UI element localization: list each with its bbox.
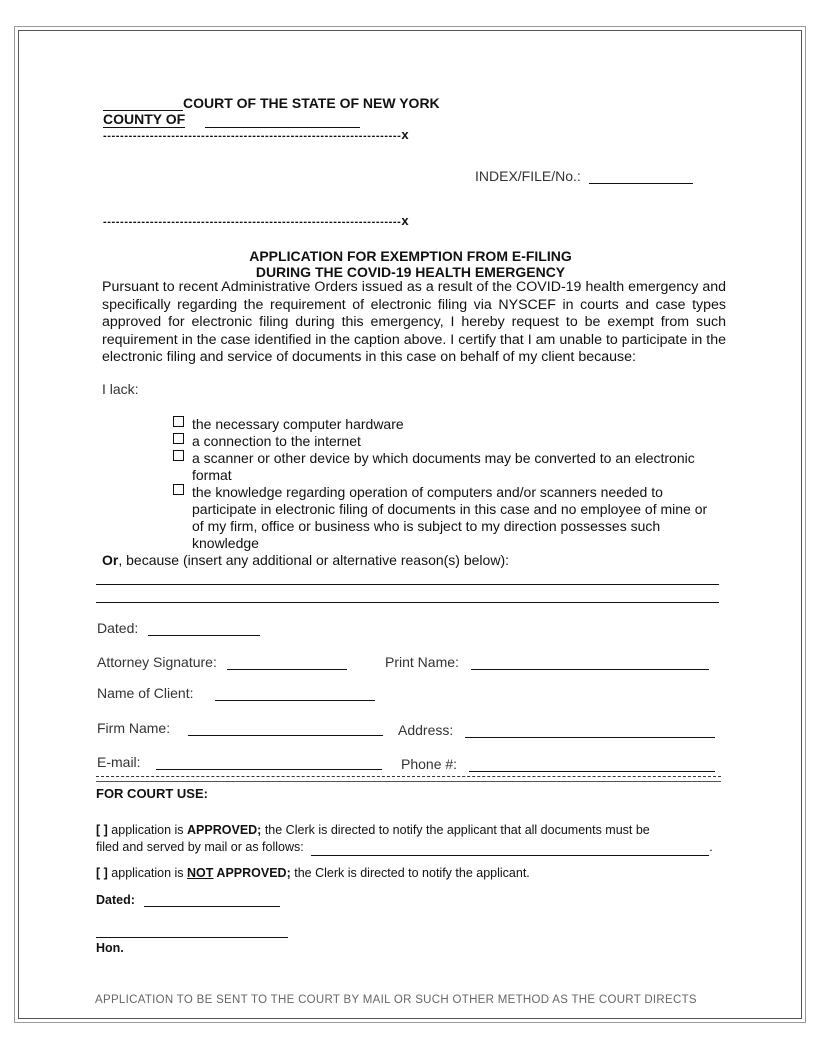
approved-option: [ ] application is APPROVED; the Clerk is directed to notify the applicant that all documents must be filed and served by mail or as follows: . — [96, 823, 713, 854]
judge-signature-line[interactable] — [96, 937, 288, 938]
phone-field: Phone #: — [401, 756, 715, 772]
option-knowledge[interactable]: the knowledge regarding operation of computers and/or scanners needed to participate in electronic filing of documents in this case and no employee of mine or of my firm, office or business who is subject to my direction possesses such knowledge — [173, 484, 713, 552]
not-approved-bracket[interactable]: [ ] — [96, 866, 108, 880]
index-number-blank[interactable] — [589, 183, 693, 184]
attorney-signature-field: Attorney Signature: — [97, 654, 347, 670]
court-dated-blank[interactable] — [144, 906, 280, 907]
court-use-divider-2 — [96, 781, 721, 782]
court-use-heading: FOR COURT USE: — [96, 786, 208, 801]
checkbox[interactable] — [173, 433, 184, 444]
client-name-field: Name of Client: — [97, 685, 375, 701]
court-dated-field: Dated: — [96, 893, 280, 907]
phone-blank[interactable] — [469, 771, 715, 772]
print-name-field: Print Name: — [385, 654, 709, 670]
reason-options — [173, 416, 733, 552]
reason-line-1[interactable] — [96, 584, 719, 585]
address-blank[interactable] — [465, 737, 715, 738]
caption-top-line: ----------------------------------------------------------------------x — [103, 127, 410, 142]
dated-blank[interactable] — [148, 635, 260, 636]
checkbox[interactable] — [173, 484, 184, 495]
option-hardware[interactable]: the necessary computer hardware — [173, 416, 733, 433]
attorney-signature-blank[interactable] — [227, 669, 347, 670]
client-name-blank[interactable] — [215, 700, 375, 701]
not-approved-option: [ ] application is NOT APPROVED; the Clerk is directed to notify the applicant. — [96, 866, 530, 880]
caption-bottom-line: ----------------------------------------------------------------------x — [103, 213, 410, 228]
reason-line-2[interactable] — [96, 602, 719, 603]
dated-field: Dated: — [97, 620, 260, 636]
option-internet[interactable]: a connection to the internet — [173, 433, 733, 450]
index-number-field: INDEX/FILE/No.: — [475, 168, 693, 184]
document-title: APPLICATION FOR EXEMPTION FROM E-FILING DURING THE COVID-19 HEALTH EMERGENCY — [249, 248, 572, 280]
option-scanner[interactable]: a scanner or other device by which documents may be converted to an electronic format — [173, 450, 733, 484]
email-blank[interactable] — [156, 769, 382, 770]
footer-instructions: APPLICATION TO BE SENT TO THE COURT BY MAIL OR SUCH OTHER METHOD AS THE COURT DIRECTS — [95, 994, 697, 1006]
i-lack-label: I lack: — [102, 381, 139, 397]
approved-bracket[interactable]: [ ] — [96, 823, 108, 837]
checkbox[interactable] — [173, 450, 184, 461]
email-field: E-mail: — [97, 754, 382, 770]
alternative-reason-label: Or, because (insert any additional or alternative reason(s) below): — [102, 552, 509, 568]
firm-name-blank[interactable] — [188, 735, 383, 736]
approved-method-blank[interactable] — [311, 855, 709, 856]
county-heading: COUNTY OF — [103, 111, 360, 128]
certification-paragraph: Pursuant to recent Administrative Orders issued as a result of the COVID-19 health emergency and specifically regarding the requirement of electronic filing via NYSCEF in courts and case types approved for electronic filing during this emergency, I hereby request to be exempt from such requirement in the case identified in the caption above. I certify that I am unable to participate in the electronic filing and service of documents in this case on behalf of my client because: — [102, 279, 726, 365]
hon-label: Hon. — [96, 941, 124, 955]
checkbox[interactable] — [173, 416, 184, 427]
print-name-blank[interactable] — [471, 669, 709, 670]
court-heading: COURT OF THE STATE OF NEW YORK — [103, 95, 440, 111]
court-use-divider — [96, 776, 721, 777]
address-field: Address: — [398, 722, 715, 738]
firm-name-field: Firm Name: — [97, 720, 383, 736]
